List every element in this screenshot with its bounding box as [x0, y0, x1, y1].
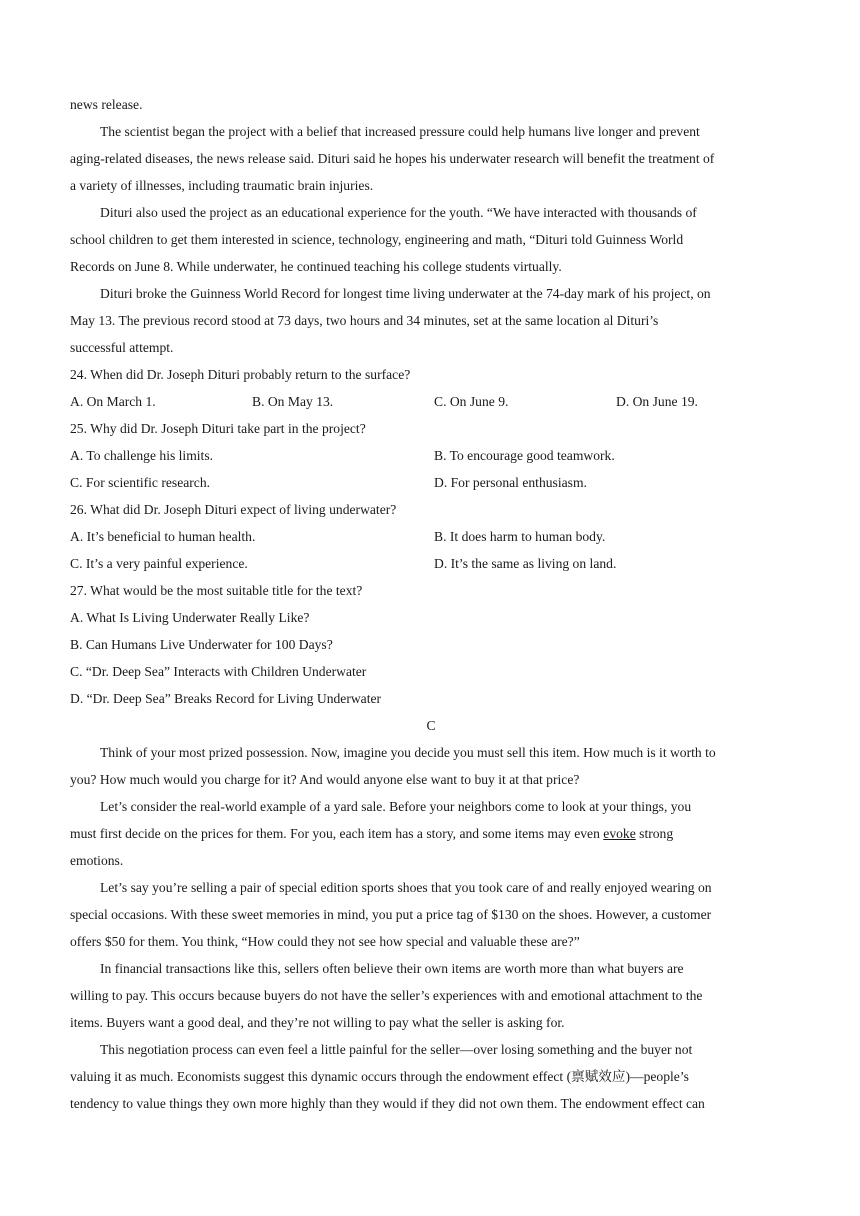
passage-c-paragraph-2-text: must first decide on the prices for them. For you, each item has a story, and some items may even: [70, 826, 604, 841]
question-24-option-b[interactable]: B. On May 13.: [252, 394, 334, 409]
passage-b-paragraph-2-line: school children to get them interested in science, technology, engineering and math, “Dituri told Guinness World: [70, 232, 684, 247]
passage-c-paragraph-4-line: willing to pay. This occurs because buyers do not have the seller’s experiences with and emotional attachment to the: [70, 988, 703, 1003]
question-25-option-a[interactable]: A. To challenge his limits.: [70, 448, 214, 463]
passage-c-paragraph-4-line: In financial transactions like this, sellers often believe their own items are worth more than what buyers are: [100, 961, 684, 976]
question-25-stem: 25. Why did Dr. Joseph Dituri take part in the project?: [70, 421, 366, 436]
passage-b-paragraph-1-line: The scientist began the project with a belief that increased pressure could help humans live longer and prevent: [100, 124, 700, 139]
underlined-word-evoke: evoke: [603, 826, 636, 841]
passage-b-paragraph-2-line: Records on June 8. While underwater, he continued teaching his college students virtually.: [70, 259, 562, 274]
question-27-stem: 27. What would be the most suitable title for the text?: [70, 583, 363, 598]
question-24-option-a[interactable]: A. On March 1.: [70, 394, 156, 409]
question-26-option-b[interactable]: B. It does harm to human body.: [434, 529, 606, 544]
passage-b-paragraph-3-line: Dituri broke the Guinness World Record for longest time living underwater at the 74-day mark of his project, on: [100, 286, 711, 301]
question-27-option-c[interactable]: C. “Dr. Deep Sea” Interacts with Children Underwater: [70, 664, 367, 679]
passage-c-paragraph-4-line: items. Buyers want a good deal, and they’re not willing to pay what the seller is asking for.: [70, 1015, 565, 1030]
question-24-stem: 24. When did Dr. Joseph Dituri probably return to the surface?: [70, 367, 411, 382]
passage-c-paragraph-3-line: Let’s say you’re selling a pair of special edition sports shoes that you took care of and really enjoyed wearing on: [100, 880, 712, 895]
question-26-stem: 26. What did Dr. Joseph Dituri expect of living underwater?: [70, 502, 397, 517]
passage-c-paragraph-2-line: emotions.: [70, 853, 124, 868]
passage-b-paragraph-3-line: successful attempt.: [70, 340, 174, 355]
passage-c-paragraph-2-text: strong: [635, 826, 674, 841]
passage-b-paragraph-3-line: May 13. The previous record stood at 73 days, two hours and 34 minutes, set at the same location al Dituri’s: [70, 313, 659, 328]
question-24-option-d[interactable]: D. On June 19.: [616, 394, 698, 409]
question-24-option-c[interactable]: C. On June 9.: [434, 394, 509, 409]
question-26-option-c[interactable]: C. It’s a very painful experience.: [70, 556, 248, 571]
passage-c-paragraph-2-line: Let’s consider the real-world example of a yard sale. Before your neighbors come to look at your things, you: [100, 799, 692, 814]
question-26-option-a[interactable]: A. It’s beneficial to human health.: [70, 529, 256, 544]
question-26-option-d[interactable]: D. It’s the same as living on land.: [434, 556, 617, 571]
question-25-option-c[interactable]: C. For scientific research.: [70, 475, 211, 490]
passage-c-paragraph-5-line: This negotiation process can even feel a little painful for the seller—over losing something and the buyer not: [100, 1042, 693, 1057]
question-27-option-b[interactable]: B. Can Humans Live Underwater for 100 Days?: [70, 637, 333, 652]
question-25-option-d[interactable]: D. For personal enthusiasm.: [434, 475, 587, 490]
passage-b-paragraph-1-line: aging-related diseases, the news release said. Dituri said he hopes his underwater research will benefit the treatment of: [70, 151, 715, 166]
question-25-option-b[interactable]: B. To encourage good teamwork.: [434, 448, 615, 463]
passage-b-paragraph-2-line: Dituri also used the project as an educational experience for the youth. “We have interacted with thousands of: [100, 205, 697, 220]
passage-b-text-line: news release.: [70, 97, 143, 112]
passage-b-paragraph-1-line: a variety of illnesses, including traumatic brain injuries.: [70, 178, 374, 193]
question-27-option-d[interactable]: D. “Dr. Deep Sea” Breaks Record for Living Underwater: [70, 691, 382, 706]
passage-c-heading: C: [426, 718, 436, 733]
passage-c-paragraph-2-line: [70, 824, 673, 844]
question-27-option-a[interactable]: A. What Is Living Underwater Really Like?: [70, 610, 310, 625]
passage-c-paragraph-3-line: special occasions. With these sweet memories in mind, you put a price tag of $130 on the shoes. However, a customer: [70, 907, 712, 922]
passage-c-paragraph-1-line: you? How much would you charge for it? And would anyone else want to buy it at that price?: [70, 772, 580, 787]
passage-c-paragraph-5-line: valuing it as much. Economists suggest this dynamic occurs through the endowment effect (禀赋效应)—people’s: [70, 1069, 689, 1084]
passage-c-paragraph-1-line: Think of your most prized possession. Now, imagine you decide you must sell this item. How much is it worth to: [100, 745, 716, 760]
passage-c-paragraph-5-line: tendency to value things they own more highly than they would if they did not own them. The endowment effect can: [70, 1096, 705, 1111]
passage-c-paragraph-3-line: offers $50 for them. You think, “How could they not see how special and valuable these are?”: [70, 934, 580, 949]
